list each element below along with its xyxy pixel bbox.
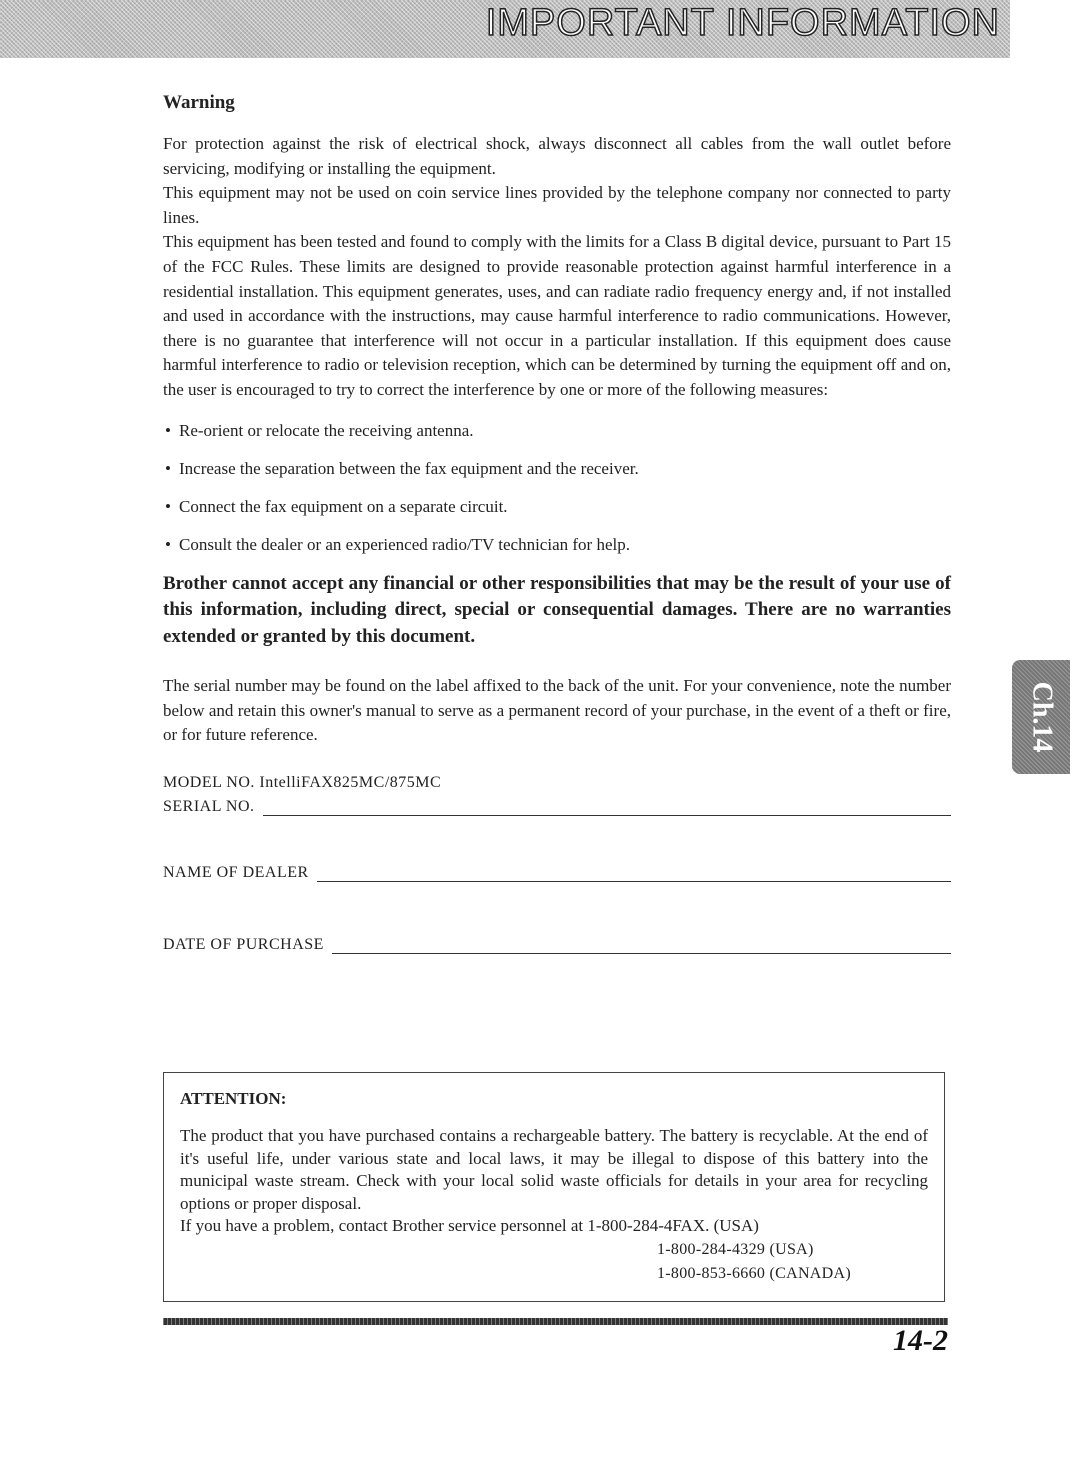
main-content (163, 92, 951, 954)
warning-paragraph-2: This equipment may not be used on coin service lines provided by the telephone company nor connected to party lines. (163, 183, 951, 227)
warning-paragraph-3: This equipment has been tested and found to comply with the limits for a Class B digital device, pursuant to Part 15 of the FCC Rules. These limits are designed to provide reasonable protection against harmful interference in a residential installation. This equipment generates, uses, and can radiate radio frequency energy and, if not installed and used in accordance with the instructions, may cause harmful interference to radio communications. However, there is no guarantee that interference will not occur in a particular installation. If this equipment does cause harmful interference to radio or television reception, which can be determined by turning the equipment off and on, the user is encouraged to try to correct the interference by one or more of the following measures: (163, 232, 951, 399)
phone-usa: 1-800-284-4329 (USA) (657, 1240, 814, 1258)
page-number: 14-2 (893, 1324, 948, 1357)
header-banner (0, 0, 1010, 58)
disclaimer-text: Brother cannot accept any financial or other responsibilities that may be the result of your use of this information, including direct, special or consequential damages. There are no warranties extended or granted by this document. (163, 572, 951, 647)
list-item: • Re-orient or relocate the receiving antenna. (163, 419, 951, 443)
warning-heading: Warning (163, 92, 235, 113)
attention-box (163, 1072, 945, 1302)
purchase-date-label: DATE OF PURCHASE (163, 935, 324, 953)
serial-number-row (163, 798, 951, 816)
warning-paragraph-1: For protection against the risk of electrical shock, always disconnect all cables from the wall outlet before servicing, modifying or installing the equipment. (163, 134, 951, 178)
chapter-tab-label: Ch.14 (1026, 681, 1058, 753)
serial-label: SERIAL NO. (163, 797, 255, 815)
dealer-label: NAME OF DEALER (163, 863, 309, 881)
purchase-date-row (163, 936, 951, 954)
serial-note: The serial number may be found on the label affixed to the back of the unit. For your convenience, note the number below and retain this owner's manual to serve as a permanent record of your purchase, in the event of a theft or fire, or for future reference. (163, 676, 951, 745)
purchase-date-blank-line (332, 939, 951, 954)
chapter-tab (1012, 660, 1070, 774)
dealer-blank-line (317, 867, 951, 882)
phone-canada: 1-800-853-6660 (CANADA) (657, 1264, 851, 1282)
phone-numbers (657, 1238, 928, 1286)
measures-list (163, 419, 951, 557)
attention-contact: If you have a problem, contact Brother service personnel at 1-800-284-4FAX. (USA) (180, 1216, 759, 1235)
attention-heading: ATTENTION: (180, 1089, 287, 1108)
list-item: • Increase the separation between the fax equipment and the receiver. (163, 457, 951, 481)
dealer-row (163, 864, 951, 882)
footer-rule (163, 1318, 948, 1325)
page-title: IMPORTANT INFORMATION (485, 2, 1000, 44)
serial-blank-line (263, 801, 951, 816)
list-item: • Connect the fax equipment on a separate circuit. (163, 495, 951, 519)
list-item: • Consult the dealer or an experienced radio/TV technician for help. (163, 533, 951, 557)
model-number: MODEL NO. IntelliFAX825MC/875MC (163, 773, 442, 791)
attention-body: The product that you have purchased contains a rechargeable battery. The battery is recyclable. At the end of it's useful life, under various state and local laws, it may be illegal to dispose of this battery into the municipal waste stream. Check with your local solid waste officials for details in your area for recycling options or proper disposal. (180, 1126, 928, 1213)
